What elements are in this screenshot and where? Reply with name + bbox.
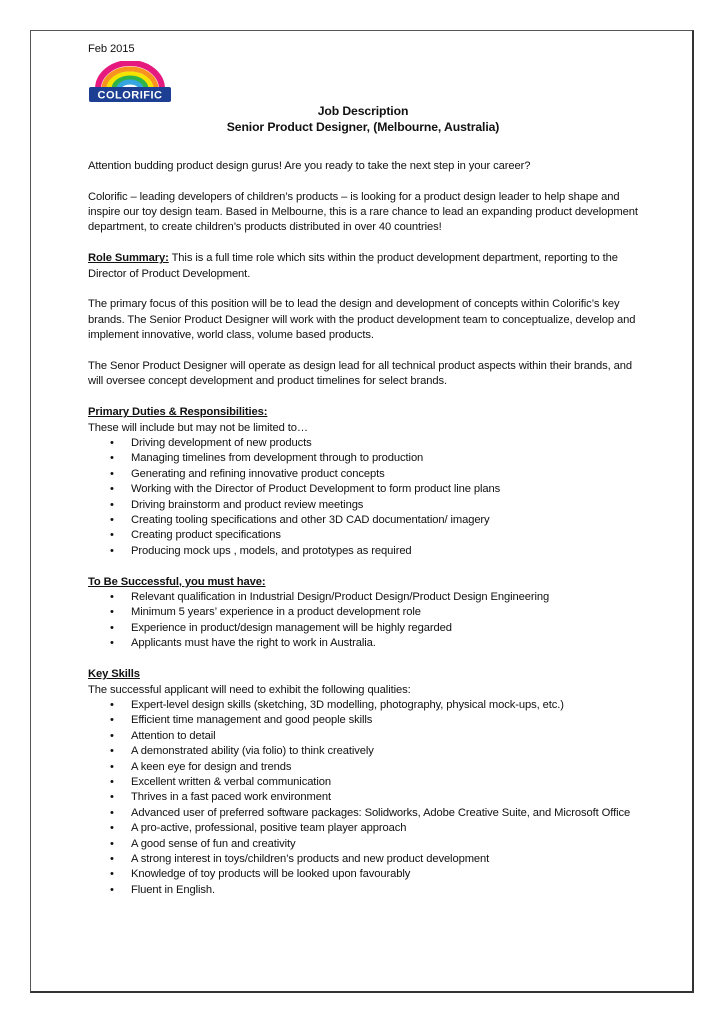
bullet-icon: • xyxy=(110,837,114,850)
document-body xyxy=(88,42,648,898)
bullet-icon: • xyxy=(110,637,114,650)
bullet-icon: • xyxy=(110,714,114,727)
document-title: Job Description xyxy=(317,104,409,119)
list-item: • Working with the Director of Product Development to form product line plans xyxy=(88,482,648,497)
bullet-icon: • xyxy=(110,452,114,465)
bullet-icon: • xyxy=(110,606,114,619)
bullet-icon: • xyxy=(110,529,114,542)
title-block xyxy=(78,103,648,135)
list-item: • Generating and refining innovative product concepts xyxy=(88,467,648,482)
list-item: • Fluent in English. xyxy=(88,883,648,898)
bullet-icon: • xyxy=(110,621,114,634)
list-item: • Advanced user of preferred software packages: Solidworks, Adobe Creative Suite, and Microsoft Office xyxy=(88,806,648,821)
skills-list xyxy=(88,698,648,898)
bullet-icon: • xyxy=(110,698,114,711)
bullet-icon: • xyxy=(110,883,114,896)
focus-paragraph: The primary focus of this position will be to lead the design and development of concepts within Colorific’s key brands. The Senior Product Designer will work with the product development team to conceptualize, develop and implement innovative, world class, volume based products. xyxy=(88,298,636,342)
bullet-icon: • xyxy=(110,760,114,773)
bullet-icon: • xyxy=(110,791,114,804)
bullet-icon: • xyxy=(110,514,114,527)
company-paragraph: Colorific – leading developers of children’s products – is looking for a product design leader to help shape and inspire our toy design team. Based in Melbourne, this is a rare chance to lead an expanding product development department, to create children’s products distributed in over 40 countries! xyxy=(88,190,638,234)
list-item: • Managing timelines from development through to production xyxy=(88,451,648,466)
bullet-icon: • xyxy=(110,822,114,835)
skills-intro: The successful applicant will need to exhibit the following qualities: xyxy=(88,683,411,696)
list-item: • A pro-active, professional, positive team player approach xyxy=(88,821,648,836)
list-item: • Driving brainstorm and product review meetings xyxy=(88,498,648,513)
list-item: • Efficient time management and good people skills xyxy=(88,713,648,728)
colorific-logo xyxy=(88,61,172,103)
list-item: • Creating tooling specifications and other 3D CAD documentation/ imagery xyxy=(88,513,648,528)
list-item: • A good sense of fun and creativity xyxy=(88,837,648,852)
bullet-icon: • xyxy=(110,437,114,450)
role-summary-text: This is a full time role which sits within the product development department, reporting to the Director of Product Development. xyxy=(88,252,618,280)
list-item: • A strong interest in toys/children’s products and new product development xyxy=(88,852,648,867)
list-item: • Minimum 5 years’ experience in a product development role xyxy=(88,605,648,620)
bullet-icon: • xyxy=(110,544,114,557)
bullet-icon: • xyxy=(110,483,114,496)
list-item: • Experience in product/design management will be highly regarded xyxy=(88,621,648,636)
list-item: • Driving development of new products xyxy=(88,436,648,451)
list-item: • Thrives in a fast paced work environment xyxy=(88,790,648,805)
list-item: • Expert-level design skills (sketching, 3D modelling, photography, physical mock-ups, etc.) xyxy=(88,698,648,713)
list-item: • Knowledge of toy products will be looked upon favourably xyxy=(88,867,648,882)
list-item: • A demonstrated ability (via folio) to think creatively xyxy=(88,744,648,759)
requirements-list xyxy=(88,590,648,652)
list-item: • Applicants must have the right to work in Australia. xyxy=(88,636,648,651)
intro-paragraph: Attention budding product design gurus! Are you ready to take the next step in your career? xyxy=(88,159,531,172)
document-subtitle: Senior Product Designer, (Melbourne, Australia) xyxy=(226,120,500,135)
svg-text:COLORIFIC: COLORIFIC xyxy=(97,89,163,102)
bullet-icon: • xyxy=(110,868,114,881)
requirements-heading: To Be Successful, you must have: xyxy=(88,575,266,588)
skills-heading: Key Skills xyxy=(88,668,140,681)
bullet-icon: • xyxy=(110,806,114,819)
rainbow-logo-icon xyxy=(88,61,172,103)
document-date: Feb 2015 xyxy=(88,43,135,55)
duties-heading: Primary Duties & Responsibilities: xyxy=(88,406,268,419)
list-item: • Relevant qualification in Industrial Design/Product Design/Product Design Engineering xyxy=(88,590,648,605)
bullet-icon: • xyxy=(110,775,114,788)
bullet-icon: • xyxy=(110,852,114,865)
list-item: • Attention to detail xyxy=(88,729,648,744)
bullet-icon: • xyxy=(110,591,114,604)
list-item: • Excellent written & verbal communication xyxy=(88,775,648,790)
list-item: • Producing mock ups , models, and prototypes as required xyxy=(88,544,648,559)
role-summary-label: Role Summary: xyxy=(88,252,169,265)
role-summary-paragraph xyxy=(88,251,648,282)
list-item: • Creating product specifications xyxy=(88,528,648,543)
bullet-icon: • xyxy=(110,498,114,511)
lead-paragraph: The Senor Product Designer will operate as design lead for all technical product aspects within their brands, and will oversee concept development and product timelines for select brands. xyxy=(88,360,633,388)
list-item: • A keen eye for design and trends xyxy=(88,760,648,775)
duties-list xyxy=(88,436,648,559)
bullet-icon: • xyxy=(110,729,114,742)
duties-intro: These will include but may not be limited to… xyxy=(88,421,308,434)
bullet-icon: • xyxy=(110,745,114,758)
bullet-icon: • xyxy=(110,467,114,480)
